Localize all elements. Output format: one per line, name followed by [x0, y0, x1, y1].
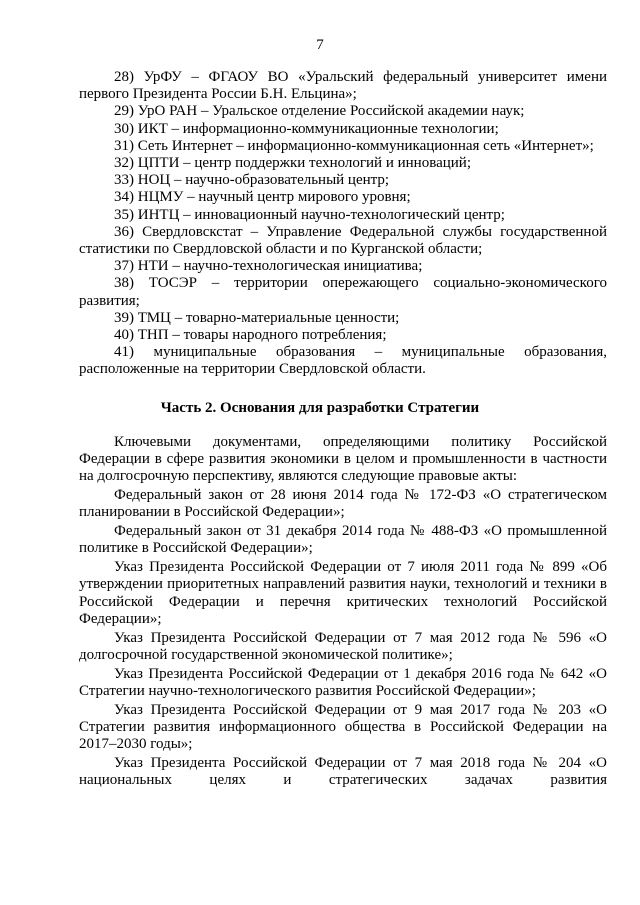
list-item: 38) ТОСЭР – территории опережающего социально-экономического развития; [79, 275, 607, 309]
list-item: 31) Сеть Интернет – информационно-коммуникационная сеть «Интернет»; [114, 137, 594, 154]
paragraph: Указ Президента Российской Федерации от 7 мая 2012 года № 596 «О долгосрочной государственной экономической политике»; [79, 629, 607, 663]
list-item: 36) Свердловскстат – Управление Федеральной службы государственной статистики по Свердловской области и по Курганской области; [79, 223, 607, 258]
list-item: 41) муниципальные образования – муниципальные образования, расположенные на территории Свердловской области. [79, 344, 607, 378]
page-number: 7 [316, 37, 324, 53]
list-item: 33) НОЦ – научно-образовательный центр; [114, 172, 390, 189]
list-item: 39) ТМЦ – товарно-материальные ценности; [114, 309, 400, 326]
list-item: 32) ЦПТИ – центр поддержки технологий и инноваций; [114, 155, 471, 172]
list-item: 29) УрО РАН – Уральское отделение Российской академии наук; [114, 103, 525, 120]
paragraph: Указ Президента Российской Федерации от 1 декабря 2016 года № 642 «О Стратегии научно-технологического развития Российской Федерации»; [79, 665, 607, 699]
list-item: 34) НЦМУ – научный центр мирового уровня; [114, 189, 411, 206]
list-item: 40) ТНП – товары народного потребления; [114, 327, 387, 344]
paragraph: Федеральный закон от 31 декабря 2014 года № 488-ФЗ «О промышленной политике в Российской Федерации»; [79, 523, 607, 557]
list-item: 28) УрФУ – ФГАОУ ВО «Уральский федеральный университет имени первого Президента России Б.Н. Ельцина»; [79, 69, 607, 103]
paragraph: Указ Президента Российской Федерации от 7 мая 2018 года № 204 «О национальных целях и стратегических задачах развития [79, 754, 607, 789]
document-body [79, 434, 607, 791]
list-item: 30) ИКТ – информационно-коммуникационные технологии; [114, 120, 499, 137]
list-item: 37) НТИ – научно-технологическая инициатива; [114, 258, 423, 275]
paragraph: Указ Президента Российской Федерации от 9 мая 2017 года № 203 «О Стратегии развития информационного общества в Российской Федерации на 2017–2030 годы»; [79, 701, 607, 753]
section-title: Часть 2. Основания для разработки Стратегии [160, 400, 480, 416]
paragraph: Ключевыми документами, определяющими политику Российской Федерации в сфере развития экономики в целом и промышленности в частности на долгосрочную перспективу, являются следующие правовые акты: [79, 434, 607, 485]
paragraph: Федеральный закон от 28 июня 2014 года № 172-ФЗ «О стратегическом планировании в Российской Федерации»; [79, 487, 607, 521]
abbreviation-list [79, 69, 607, 379]
list-item: 35) ИНТЦ – инновационный научно-технологический центр; [114, 206, 505, 223]
paragraph: Указ Президента Российской Федерации от 7 июля 2011 года № 899 «Об утверждении приоритетных направлений развития науки, технологий и техники в Российской Федерации и перечня критических технологий Российской Федерации»; [79, 559, 607, 627]
